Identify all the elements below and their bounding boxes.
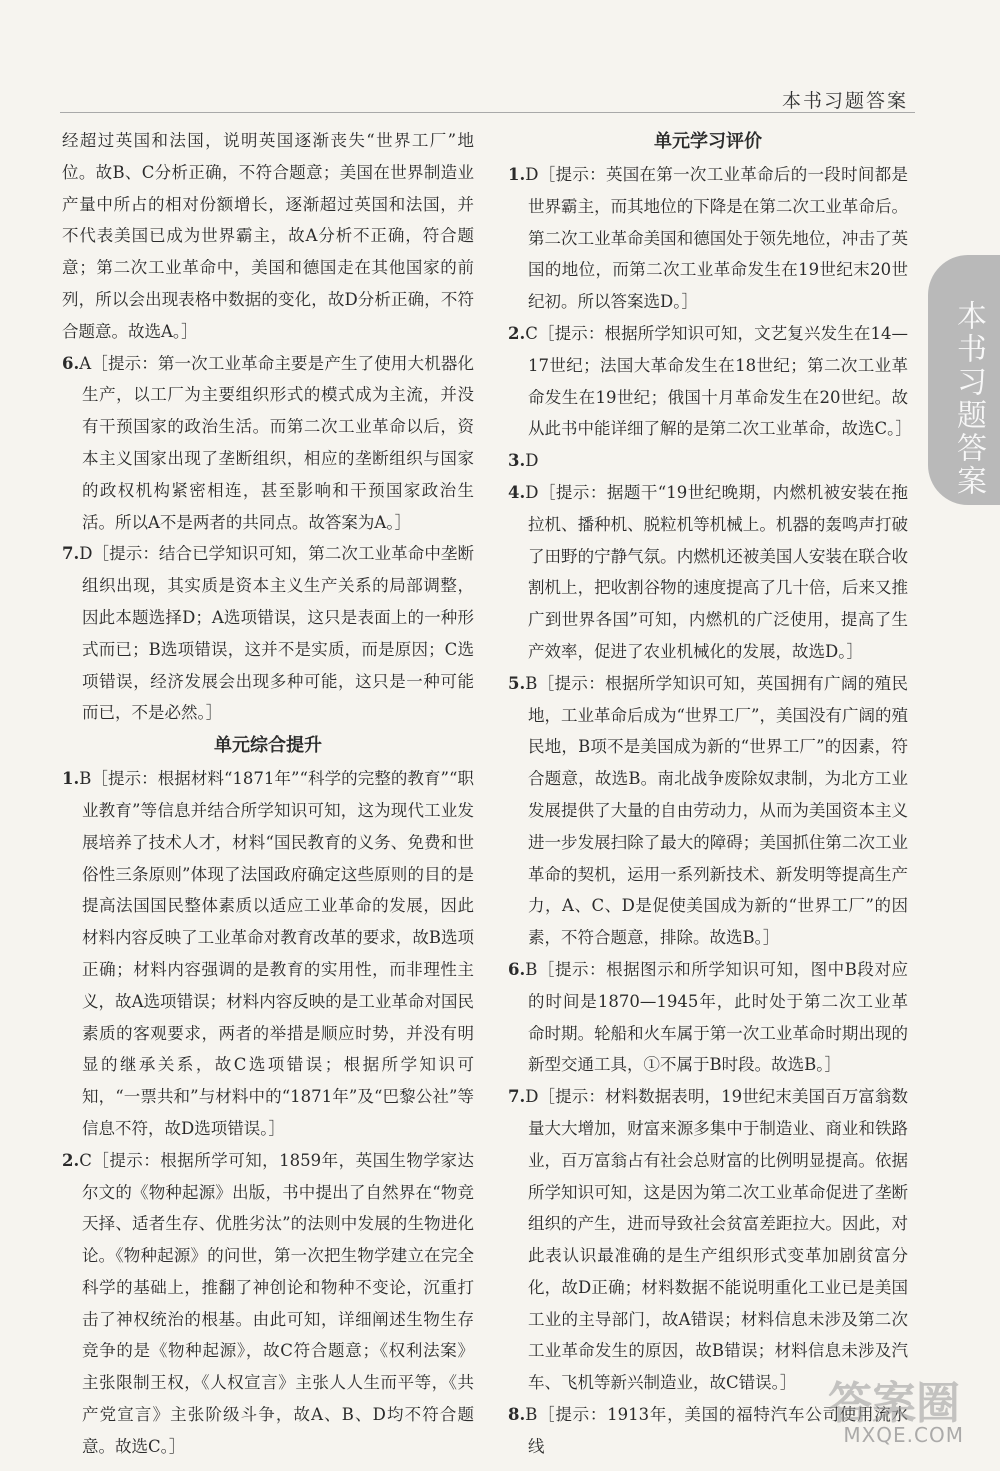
page-header-title: 本书习题答案 [781, 90, 908, 112]
watermark [820, 1367, 970, 1457]
eval-item-3 [508, 445, 908, 477]
item-number: 8. [508, 1405, 526, 1425]
eval-item-4 [508, 477, 908, 668]
item-number: 4. [508, 482, 526, 502]
item-number: 1. [62, 769, 80, 789]
watermark-url: MXQE.COM [843, 1423, 964, 1447]
item-text: A［提示：第一次工业革命主要是产生了使用大机器化生产，以工厂为主要组织形式的模式成为主流，并没有干预国家的政治生活。而第二次工业革命以后，资本主义国家出现了垄断组织，相应的垄断组织与国家的政权机构紧密相连，甚至影响和干预国家政治生活。所以A不是两者的共同点。故答案为A。］ [79, 353, 474, 532]
answer-item-6 [62, 348, 474, 539]
item-text: B［提示：根据所学知识可知，英国拥有广阔的殖民地，工业革命后成为“世界工厂”，美国没有广阔的殖民地，B项不是美国成为新的“世界工厂”的因素，符合题意，故选B。南北战争废除奴隶制，为北方工业发展提供了大量的自由劳动力，从而为美国资本主义进一步发展扫除了最大的障碍；美国抓住第二次工业革命的契机，运用一系列新技术、新发明等提高生产力，A、C、D是促使美国成为新的“世界工厂”的因素，不符合题意，排除。故选B。］ [525, 673, 908, 948]
continuation-text: 经超过英国和法国，说明英国逐渐丧失“世界工厂”地位。故B、C分析正确，不符合题意；美国在世界制造业产量中所占的相对份额增长，逐渐超过英国和法国，并不代表美国已成为世界霸主，故A分析不正确，符合题意；第二次工业革命中，美国和德国走在其他国家的前列，所以会出现表格中数据的变化，故D分析正确，不符合题意。故选A。］ [62, 131, 474, 341]
item-number: 1. [508, 165, 526, 184]
side-tab-label: 本书习题答案 [951, 300, 986, 498]
item-text: D［提示：据题干“19世纪晚期，内燃机被安装在拖拉机、播种机、脱粒机等机械上。机器的轰鸣声打破了田野的宁静气氛。内燃机还被美国人安装在联合收割机上，把收割谷物的速度提高了几十倍，后来又推广到世界各国”可知，内燃机的广泛使用，提高了生产效率，促进了农业机械化的发展，故选D。］ [525, 482, 908, 661]
section-title-unit-evaluation: 单元学习评价 [654, 131, 762, 152]
eval-item-6 [508, 954, 908, 1081]
item-number: 6. [508, 959, 526, 979]
eval-item-2 [508, 318, 912, 445]
item-text: C［提示：根据所学知识可知，文艺复兴发生在14—17世纪；法国大革命发生在18世纪；第二次工业革命发生在19世纪；俄国十月革命发生在20世纪。故从此书中能详细了解的是第二次工业革命，故选C。］ [525, 323, 912, 439]
item-text: B［提示：根据图示和所学知识可知，图中B段对应的时间是1870—1945年，此时处于第二次工业革命时期。轮船和火车属于第一次工业革命时期出现的新型交通工具，①不属于B时段。故选B。］ [525, 959, 908, 1075]
eval-item-1 [508, 159, 908, 318]
item-number: 6. [62, 353, 80, 373]
item-text: C［提示：根据所学可知，1859年，英国生物学家达尔文的《物种起源》出版，书中提出了自然界在“物竞天择、适者生存、优胜劣汰”的法则中发展的生物进化论。《物种起源》的问世，第一次把生物学建立在完全科学的基础上，推翻了神创论和物种不变论，沉重打击了神权统治的根基。由此可知，详细阐述生物生存竞争的是《物种起源》，故C符合题意；《权利法案》主张限制王权，《人权宣言》主张人人生而平等，《共产党宣言》主张阶级斗争，故A、B、D均不符合题意。故选C。］ [79, 1150, 474, 1456]
item-text: D [525, 451, 539, 471]
item-number: 2. [508, 323, 526, 343]
item-number: 7. [62, 544, 80, 564]
right-column [508, 125, 912, 1463]
item-text: D［提示：英国在第一次工业革命后的一段时间都是世界霸主，而其地位的下降是在第二次工业革命后。第二次工业革命美国和德国处于领先地位，冲击了英国的地位，而第二次工业革命发生在19世纪末20世纪初。所以答案选D。］ [525, 165, 908, 312]
eval-item-5 [508, 668, 908, 954]
answer-item-1 [62, 763, 474, 1145]
left-column [62, 125, 474, 1463]
section-title-unit-review: 单元综合提升 [214, 735, 322, 757]
watermark-logo: 答案圈 [828, 1378, 960, 1429]
answer-item-2 [62, 1145, 474, 1463]
item-text: B［提示：1913年，美国的福特汽车公司使用流水线 [525, 1405, 908, 1456]
item-text: D［提示：结合已学知识可知，第二次工业革命中垄断组织出现，其实质是资本主义生产关系的局部调整，因此本题选择D；A选项错误，这只是表面上的一种形式而已；B选项错误，这并不是实质，而是原因；C选项错误，经济发展会出现多种可能，这只是一种可能而已，不是必然。］ [79, 544, 474, 723]
item-number: 7. [508, 1087, 526, 1107]
eval-item-7 [508, 1081, 908, 1399]
item-number: 3. [508, 451, 526, 471]
item-text: D［提示：材料数据表明，19世纪末美国百万富翁数量大大增加，财富来源多集中于制造业、商业和铁路业，百万富翁占有社会总财富的比例明显提高。依据所学知识可知，这是因为第二次工业革命促进了垄断组织的产生，进而导致社会贫富差距拉大。因此，对此表认识最准确的是生产组织形式变革加剧贫富分化，故D正确；材料数据不能说明重化工业已是美国工业的主导部门，故A错误；材料信息未涉及第二次工业革命发生的原因，故B错误；材料信息未涉及汽车、飞机等新兴制造业，故C错误。］ [525, 1087, 908, 1393]
item-text: B［提示：根据材料“1871年”“科学的完整的教育”“职业教育”等信息并结合所学知识可知，这为现代工业发展培养了技术人才，材料“国民教育的义务、免费和世俗性三条原则”体现了法国政府确定这些原则的目的是提高法国国民整体素质以适应工业革命的发展，因此材料内容反映了工业革命对教育改革的要求，故B选项正确；材料内容强调的是教育的实用性，而非理性主义，故A选项错误；材料内容反映的是工业革命对国民素质的客观要求，两者的举措是顺应时势，并没有明显的继承关系，故C选项错误；根据所学知识可知，“一票共和”与材料中的“1871年”及“巴黎公社”等信息不符，故D选项错误。］ [79, 769, 474, 1138]
answer-item-7 [62, 538, 474, 729]
item-number: 5. [508, 673, 526, 693]
item-number: 2. [62, 1150, 80, 1170]
